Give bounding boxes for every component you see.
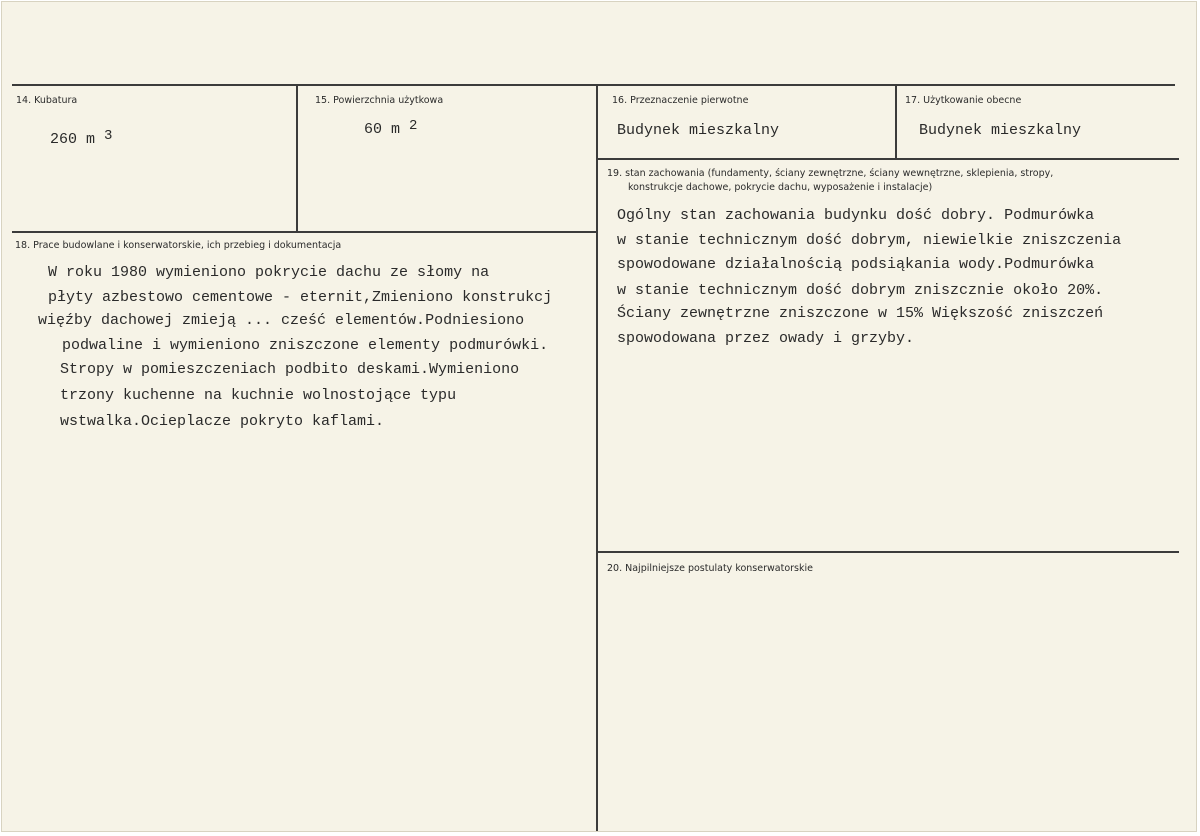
powierzchnia-label: 15. Powierzchnia użytkowa (315, 95, 444, 106)
stan-line-6: spowodowana przez owady i grzyby. (617, 330, 915, 347)
stan-line-4: w stanie technicznym dość dobrym zniszcznie około 20%. (617, 282, 1104, 299)
divider-after-kubatura (296, 86, 298, 232)
prace-label: 18. Prace budowlane i konserwatorskie, ich przebieg i dokumentacja (15, 240, 342, 251)
stan-line-5: Ściany zewnętrzne zniszczone w 15% Większość zniszczeń (617, 305, 1104, 322)
inventory-card (1, 1, 1197, 832)
uzytkowanie-value: Budynek mieszkalny (919, 122, 1082, 139)
kubatura-number: 260 m (50, 131, 96, 148)
divider-center (596, 86, 598, 831)
stan-line-2: w stanie technicznym dość dobrym, niewielkie zniszczenia (617, 232, 1122, 249)
stan-line-3: spowodowane działalnością podsiąkania wody.Podmurówka (617, 256, 1095, 273)
powierzchnia-value (364, 118, 418, 138)
prace-line-2: płyty azbestowo cementowe - eternit,Zmieniono konstrukcj (48, 289, 553, 306)
stan-label-line-1: 19. stan zachowania (fundamenty, ściany zewnętrzne, ściany wewnętrzne, sklepienia, stropy, (607, 168, 1054, 179)
kubatura-value (50, 128, 113, 148)
przeznaczenie-value: Budynek mieszkalny (617, 122, 780, 139)
top-border-line (12, 84, 1175, 86)
prace-line-6: trzony kuchenne na kuchnie wolnostojące typu (60, 387, 457, 404)
przeznaczenie-label: 16. Przeznaczenie pierwotne (612, 95, 749, 106)
postulaty-label: 20. Najpilniejsze postulaty konserwatorskie (607, 563, 813, 574)
uzytkowanie-label: 17. Użytkowanie obecne (905, 95, 1022, 106)
stan-label-line-2: konstrukcje dachowe, pokrycie dachu, wyposażenie i instalacje) (628, 182, 933, 193)
prace-line-7: wstwalka.Ocieplacze pokryto kaflami. (60, 413, 385, 430)
left-middle-line (12, 231, 596, 233)
prace-line-1: W roku 1980 wymieniono pokrycie dachu ze słomy na (48, 264, 490, 281)
stan-line-1: Ogólny stan zachowania budynku dość dobry. Podmurówka (617, 207, 1095, 224)
prace-line-4: podwaline i wymieniono zniszczone elementy podmurówki. (62, 337, 549, 354)
powierzchnia-exponent: 2 (409, 118, 418, 134)
powierzchnia-number: 60 m (364, 121, 401, 138)
prace-line-5: Stropy w pomieszczeniach podbito deskami.Wymieniono (60, 361, 520, 378)
divider-after-przeznaczenie (895, 86, 897, 159)
kubatura-label: 14. Kubatura (16, 95, 78, 106)
prace-line-3: więźby dachowej zmieją ... cześć elementów.Podniesiono (38, 312, 525, 329)
kubatura-exponent: 3 (104, 128, 113, 144)
right-upper-line (598, 158, 1179, 160)
right-lower-line (598, 551, 1179, 553)
